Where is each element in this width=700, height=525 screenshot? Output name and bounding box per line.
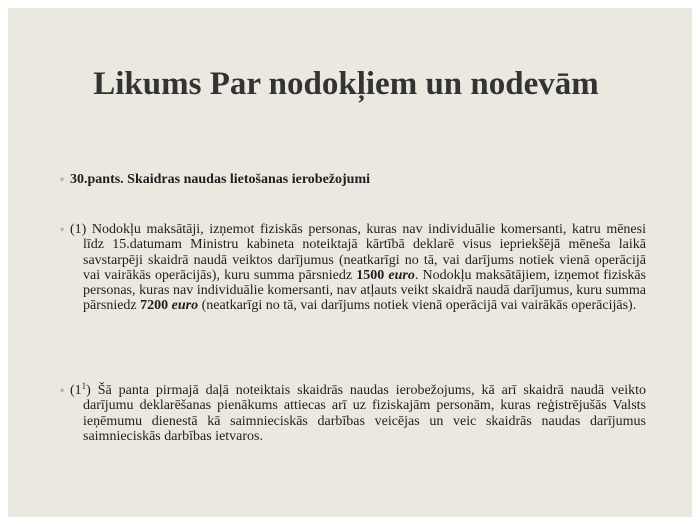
slide-title: Likums Par nodokļiem un nodevām bbox=[93, 66, 599, 102]
paragraph-1-text-a: (1) Nodokļu maksātāji, izņemot fiziskās personas, kuras nav individuālie komersanti, katru mēnesi līdz 15.datumam Ministru kabineta noteiktajā kārtībā deklarē visus iepriekšējā mēneša laikā savstarpēji skaidrā naudā veiktos darījumus (neatkarīgi no tā, vai darījums notiek vienā operācijā vai vairākās operācijās), kuru summa pārsniedz bbox=[70, 222, 646, 283]
bullet-marker-icon: ◦ bbox=[60, 383, 65, 397]
paragraph-1-text-b: . Nodokļu maksātājiem, izņemot fiziskās personas, kuras nav individuālie komersanti, nav atļauts veikt skaidrā naudā darījumus, kuru summa pārsniedz bbox=[83, 267, 646, 314]
bullet-heading bbox=[60, 172, 646, 187]
amount-7200: 7200 bbox=[140, 298, 169, 314]
paragraph-2-number bbox=[70, 383, 91, 398]
currency-euro-1: euro bbox=[388, 267, 415, 283]
bullet-paragraph-1 bbox=[60, 222, 646, 314]
paragraph-2 bbox=[60, 383, 646, 444]
paragraph-1-text-c: (neatkarīgi no tā, vai darījums notiek vienā operācijā vai vairākās operācijās). bbox=[201, 298, 637, 314]
paragraph-2-text: Šā panta pirmajā daļā noteiktais skaidrās naudas ierobežojums, kā arī skaidrā naudā veikto darījumu deklarēšanas pienākums attiecas arī uz fiziskajām personām, kuras reģistrējušās Valsts ieņēmumu dienestā kā saimnieciskās darbības veicējas un veic skaidrās naudas darījumus saimnieciskās darbības ietvaros. bbox=[83, 383, 646, 444]
bullet-marker-icon: ◦ bbox=[60, 172, 65, 186]
article-heading: 30.pants. Skaidras naudas lietošanas ierobežojumi bbox=[70, 172, 371, 187]
bullet-paragraph-2 bbox=[60, 383, 646, 444]
bullet-marker-icon: ◦ bbox=[60, 222, 65, 236]
paragraph-1 bbox=[60, 222, 646, 314]
paragraph-2-number-close: ) bbox=[86, 383, 91, 398]
paragraph-2-number-sup: 1 bbox=[81, 381, 87, 391]
amount-1500: 1500 bbox=[356, 267, 385, 283]
slide bbox=[8, 8, 692, 517]
paragraph-2-number-open: (1 bbox=[70, 383, 82, 398]
currency-euro-2: euro bbox=[171, 298, 199, 314]
